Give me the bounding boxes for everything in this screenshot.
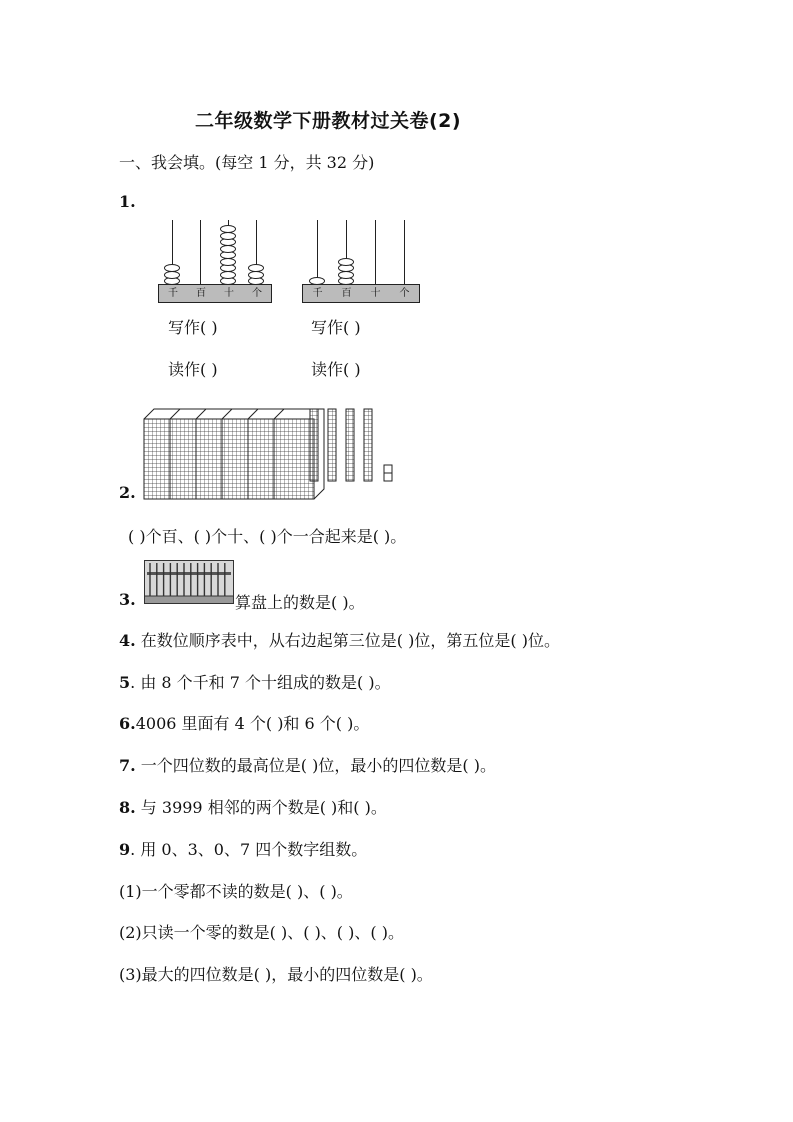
write-blank-2[interactable]: 写作( ) bbox=[311, 318, 361, 337]
q4-text: 在数位顺序表中，从右边起第三位是( )位，第五位是( )位。 bbox=[140, 631, 560, 650]
abacus-rod bbox=[200, 220, 201, 284]
q6-text: 4006 里面有 4 个( )和 6 个( )。 bbox=[135, 714, 370, 733]
ten-rod bbox=[364, 409, 372, 481]
abacus-image bbox=[144, 560, 234, 604]
place-label: 百 bbox=[341, 288, 352, 299]
q4-line bbox=[119, 628, 560, 651]
write-blank-1[interactable]: 写作( ) bbox=[168, 318, 218, 337]
place-label: 十 bbox=[224, 288, 234, 299]
place-label: 十 bbox=[370, 288, 381, 299]
abacus-bead bbox=[220, 225, 236, 233]
place-label: 个 bbox=[252, 288, 262, 299]
question-number-7: 7. bbox=[119, 756, 136, 775]
place-label: 千 bbox=[312, 288, 323, 299]
read-blank-1[interactable]: 读作( ) bbox=[168, 360, 218, 379]
abacus-place-labels bbox=[302, 284, 420, 303]
read-blank-2[interactable]: 读作( ) bbox=[311, 360, 361, 379]
abacus-rod bbox=[404, 220, 405, 284]
q5-line bbox=[119, 670, 391, 693]
page-title: 二年级数学下册教材过关卷(2) bbox=[195, 110, 462, 132]
abacus-place-labels bbox=[158, 284, 272, 303]
q3-text: 算盘上的数是( )。 bbox=[235, 593, 365, 612]
place-label: 百 bbox=[196, 288, 206, 299]
q8-text: 与 3999 相邻的两个数是( )和( )。 bbox=[140, 798, 387, 817]
q7-text: 一个四位数的最高位是( )位，最小的四位数是( )。 bbox=[140, 756, 496, 775]
abacus-bead bbox=[248, 264, 264, 272]
base-ten-blocks bbox=[140, 395, 400, 500]
q2-text: ( )个百、( )个十、( )个一合起来是( )。 bbox=[128, 527, 407, 546]
q9-text: . 用 0、3、0、7 四个数字组数。 bbox=[130, 840, 368, 859]
question-number-3: 3. bbox=[119, 590, 136, 609]
question-number-5: 5 bbox=[119, 673, 131, 692]
abacus-rod bbox=[375, 220, 376, 284]
q5-text: . 由 8 个千和 7 个十组成的数是( )。 bbox=[130, 673, 391, 692]
ten-rod bbox=[310, 409, 318, 481]
unit-cube bbox=[384, 465, 392, 473]
q8-line bbox=[119, 795, 387, 818]
abacus-rod bbox=[317, 220, 318, 284]
abacus-2 bbox=[302, 220, 418, 303]
ten-rod bbox=[328, 409, 336, 481]
question-number-8: 8. bbox=[119, 798, 136, 817]
section-heading: 一、我会填。(每空 1 分，共 32 分) bbox=[119, 153, 375, 172]
place-label: 千 bbox=[168, 288, 178, 299]
unit-cube bbox=[384, 473, 392, 481]
question-number-4: 4. bbox=[119, 631, 136, 650]
q9-sub3: (3)最大的四位数是( )，最小的四位数是( )。 bbox=[119, 965, 433, 984]
q9-sub1: (1)一个零都不读的数是( )、( )。 bbox=[119, 882, 353, 901]
abacus-1 bbox=[158, 220, 270, 303]
q9-sub2: (2)只读一个零的数是( )、( )、( )、( )。 bbox=[119, 923, 404, 942]
question-number-1: 1. bbox=[119, 192, 136, 211]
abacus-bead bbox=[338, 258, 354, 266]
q6-line bbox=[119, 711, 369, 734]
question-number-6: 6. bbox=[119, 714, 136, 733]
question-number-2: 2. bbox=[119, 483, 136, 502]
abacus-bead bbox=[164, 264, 180, 272]
question-number-9: 9 bbox=[119, 840, 131, 859]
ten-rod bbox=[346, 409, 354, 481]
place-label: 个 bbox=[399, 288, 410, 299]
q7-line bbox=[119, 753, 496, 776]
q9-line bbox=[119, 837, 367, 860]
